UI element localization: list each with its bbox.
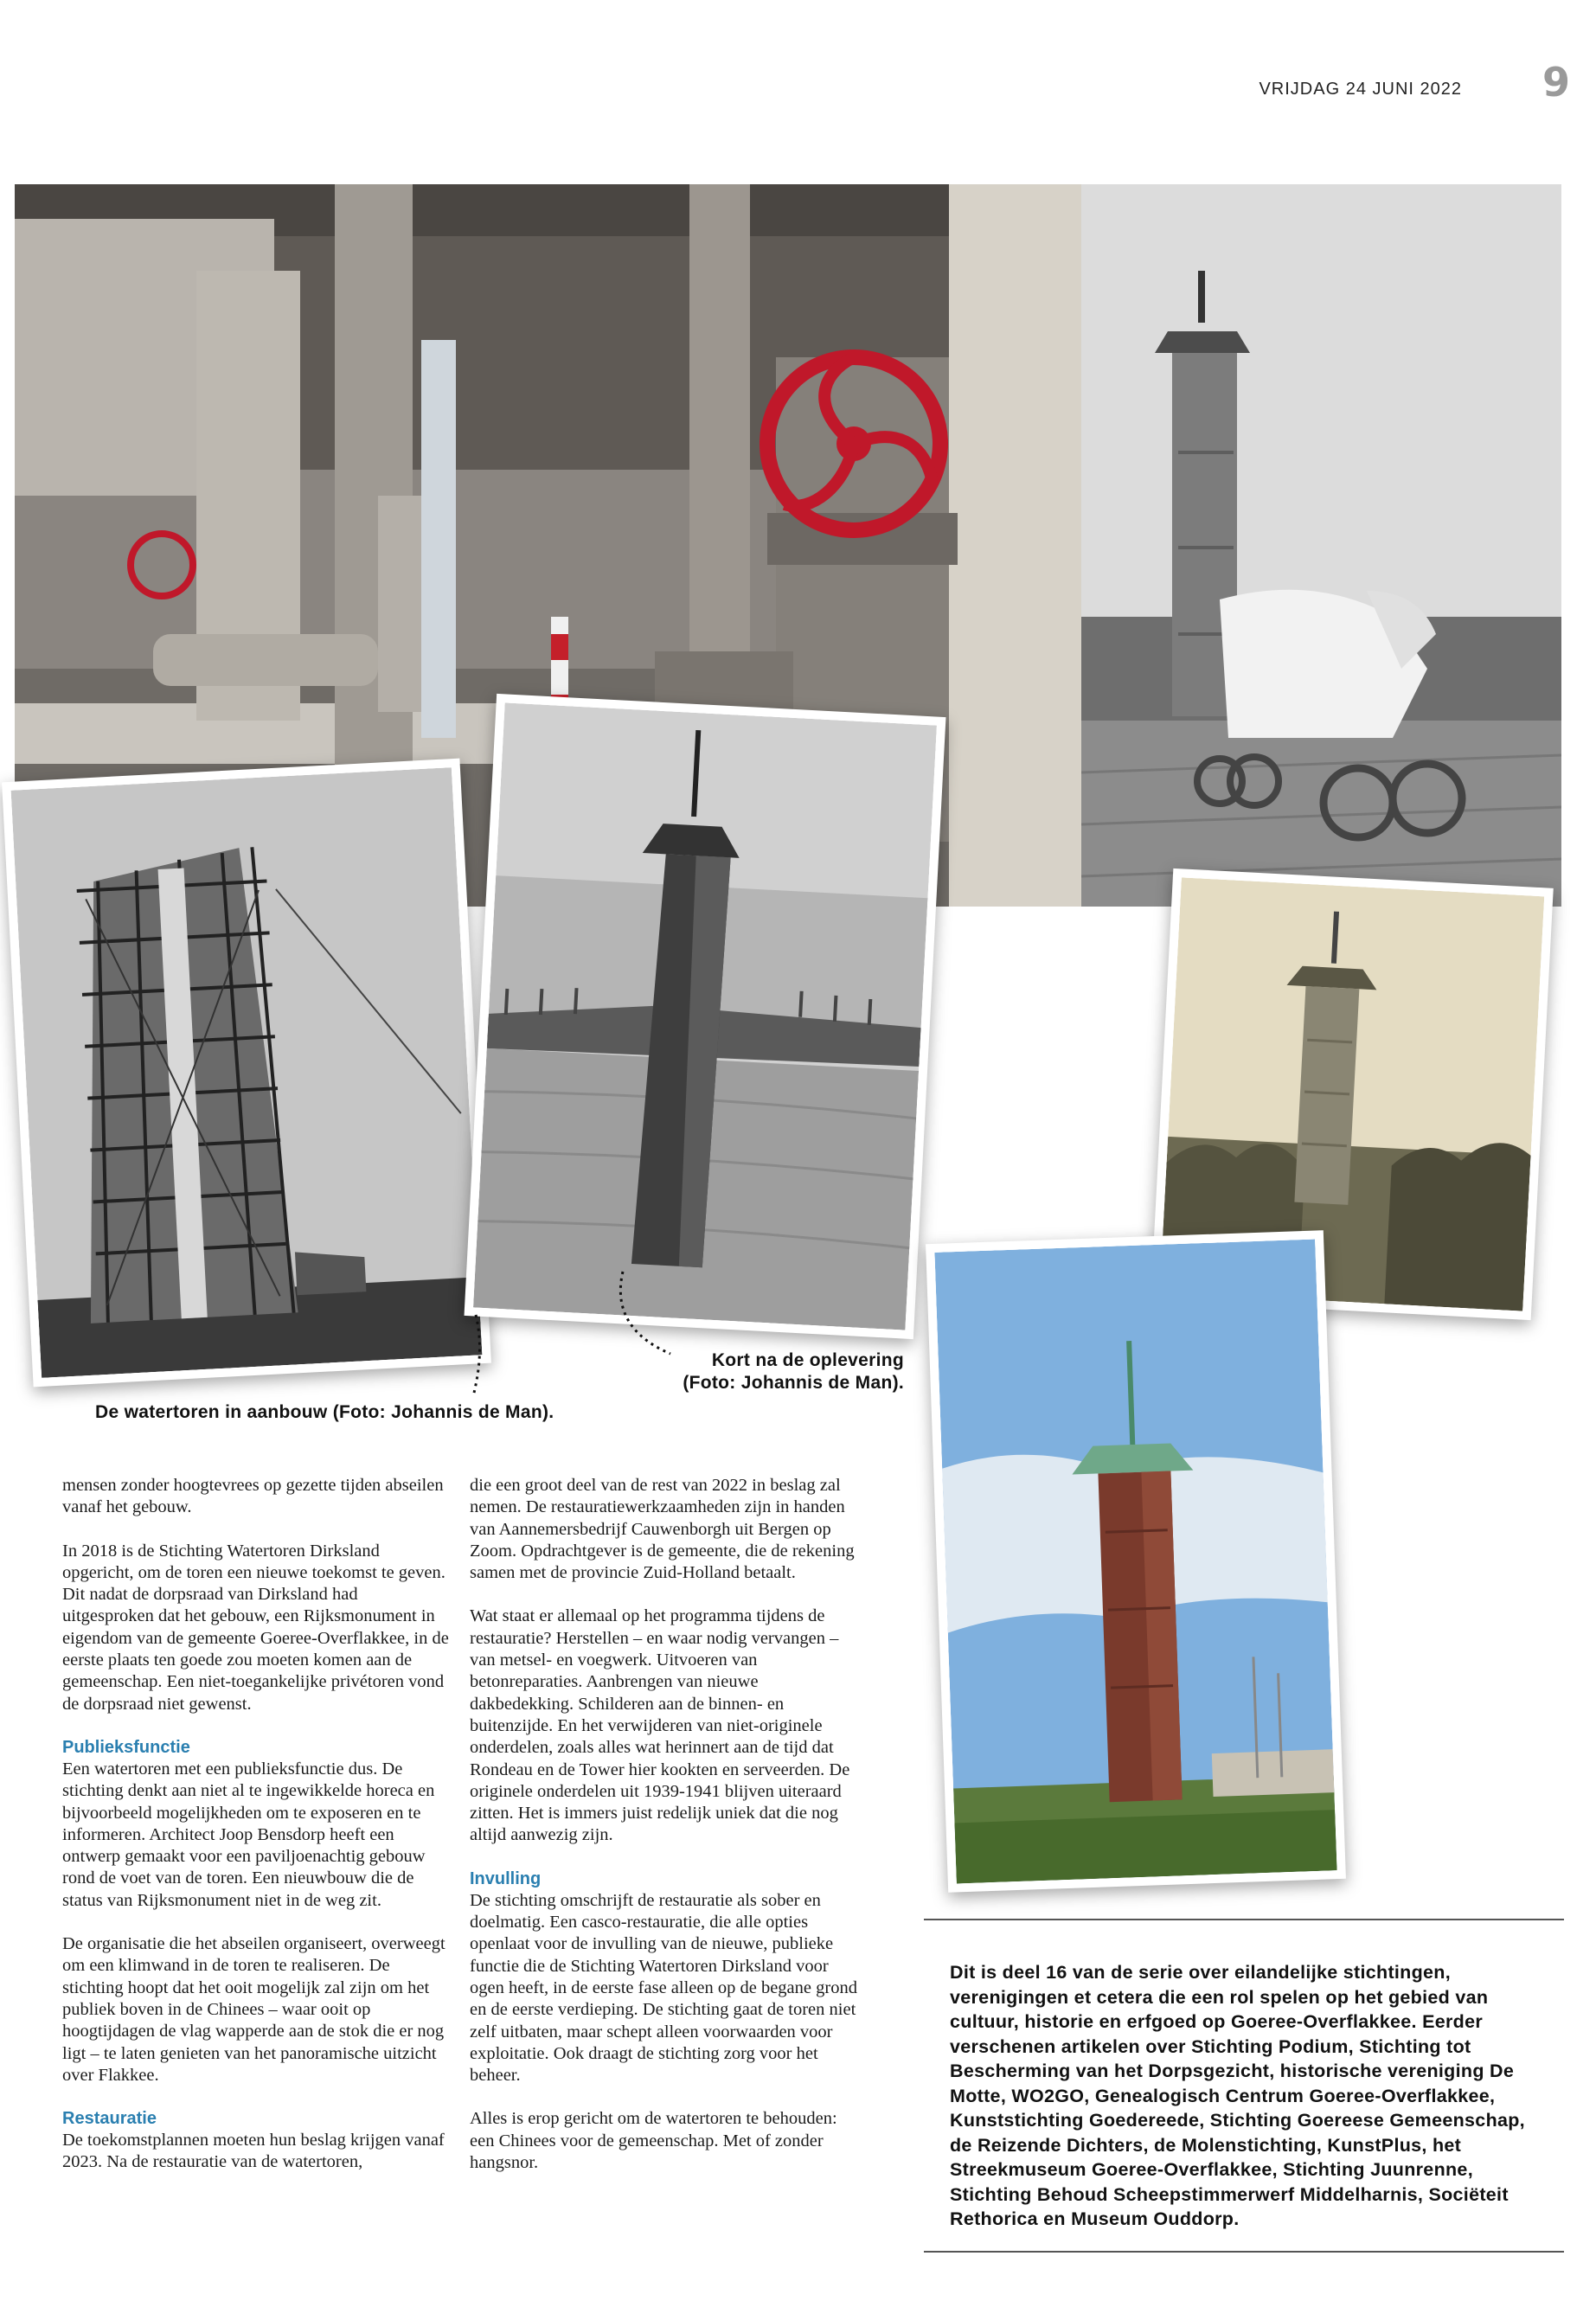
caption-pointer-construction [458, 1311, 493, 1397]
pram-tower-photo [1081, 184, 1561, 907]
caption-flood-line2: (Foto: Johannis de Man). [683, 1373, 904, 1393]
paragraph: De stichting omschrijft de restauratie als sober en doelmatig. Een casco-restauratie, die alle opties openlaat voor de invulling van de nieuwe, publieke functie die de Stichting Watertoren Dirksland voor ogen heeft, in de eerste fase alleen op de begane grond en de eerste verdieping. De stichting gaat de toren niet zelf uitbaten, maar schept alleen voorwaarden voor exploitatie. Ook draagt de stichting zorg voor het beheer. [470, 1890, 857, 2086]
scaffold-tower-photo [2, 759, 491, 1388]
color-tower-photo [926, 1230, 1346, 1893]
paragraph: De organisatie die het abseilen organiseert, overweegt om een klimwand in de toren te realiseren. De stichting hoopt dat het ooit mogelijk zal zijn om het publiek boven in de Chinees – waar ooit op hoogtijdagen de vlag wapperde aan de stok die er nog ligt – te laten genieten van het panoramische uitzicht over Flakkee. [62, 1934, 445, 2085]
series-info-box [924, 1919, 1564, 2253]
header-date: VRIJDAG 24 JUNI 2022 [1259, 80, 1462, 99]
paragraph: Een watertoren met een publieksfunctie dus. De stichting denkt aan niet al te ingewikkelde horeca en bijvoorbeeld mogelijkheden om te exposeren en te informeren. Architect Joop Bensdorp heeft een ontwerp gemaakt voor een paviljoenachtig gebouw rond de voet van de toren. Een nieuwbouw die de status van Rijksmonument niet in de weg zit. [62, 1759, 435, 1910]
series-info-text: Dit is deel 16 van de serie over eilandelijke stichtingen, verenigingen et cetera die een rol spelen op het gebied van cultuur, historie en erfgoed op Goeree-Overflakkee. Eerder verschenen artikelen over Stichting Podium, Stichting tot Bescherming van het Dorpsgezicht, historische vereniging De Motte, WO2GO, Genealogisch Centrum Goeree-Overflakkee, Kunststichting Goedereede, Stichting Goereese Gemeenschap, de Reizende Dichters, de Molenstichting, KunstPlus, het Streekmuseum Goeree-Overflakkee, Stichting Juunrenne, Stichting Behoud Scheepstimmerwerf Middelharnis, Sociëteit Rethorica en Museum Ouddorp. [950, 1962, 1525, 2229]
paragraph: mensen zonder hoogtevrees op gezette tijden abseilen vanaf het gebouw. [62, 1476, 444, 1517]
subheading-invulling: Invulling [470, 1868, 542, 1888]
subheading-publieksfunctie: Publieksfunctie [62, 1737, 190, 1757]
caption-flood-line1: Kort na de oplevering [711, 1350, 904, 1370]
subheading-restauratie: Restauratie [62, 2109, 157, 2129]
paragraph: Alles is erop gericht om de watertoren te behouden: een Chinees voor de gemeenschap. Met of zonder hangsnor. [470, 2109, 837, 2173]
flooded-tower-photo [465, 694, 946, 1339]
paragraph: die een groot deel van de rest van 2022 in beslag zal nemen. De restauratiewerkzaamheden zijn in handen van Aannemersbedrijf Cauwenborgh uit Bergen op Zoom. Opdrachtgever is de gemeente, die de rekening samen met de provincie Zuid-Holland betaalt. [470, 1476, 855, 1583]
paragraph: Wat staat er allemaal op het programma tijdens de restauratie? Herstellen – en waar nodig vervangen – van metsel- en voegwerk. Uitvoeren van betonreparaties. Aanbrengen van nieuwe dakbedekking. Schilderen aan de binnen- en buitenzijde. En het verwijderen van niet-originele onderdelen, zoals alles wat herinnert aan de tijd dat Rondeau en de Tower hier kookten en serveerden. De originele onderdelen uit 1939-1941 blijven uiteraard zitten. Het is immers juist redelijk uniek dat die nog altijd aanwezig zijn. [470, 1606, 850, 1845]
caption-pointer-flood [610, 1267, 679, 1362]
caption-flood [644, 1349, 904, 1394]
page-number: 9 [1542, 59, 1570, 106]
paragraph: In 2018 is de Stichting Watertoren Dirksland opgericht, om de toren een nieuwe toekomst te geven. Dit nadat de dorpsraad van Dirksland had uitgesproken dat het gebouw, een Rijksmonument in eigendom van de gemeente Goeree-Overflakkee, in de eerste plaats ten goede zou moeten komen aan de gemeenschap. Een niet-toegankelijke privétoren vond de dorpsraad niet gewenst. [62, 1541, 449, 1714]
article-column-2 [470, 1475, 859, 2195]
article-column-1 [62, 1475, 452, 2195]
caption-construction: De watertoren in aanbouw (Foto: Johannis de Man). [95, 1402, 554, 1422]
paragraph: De toekomstplannen moeten hun beslag krijgen vanaf 2023. Na de restauratie van de watertoren, [62, 2131, 445, 2172]
